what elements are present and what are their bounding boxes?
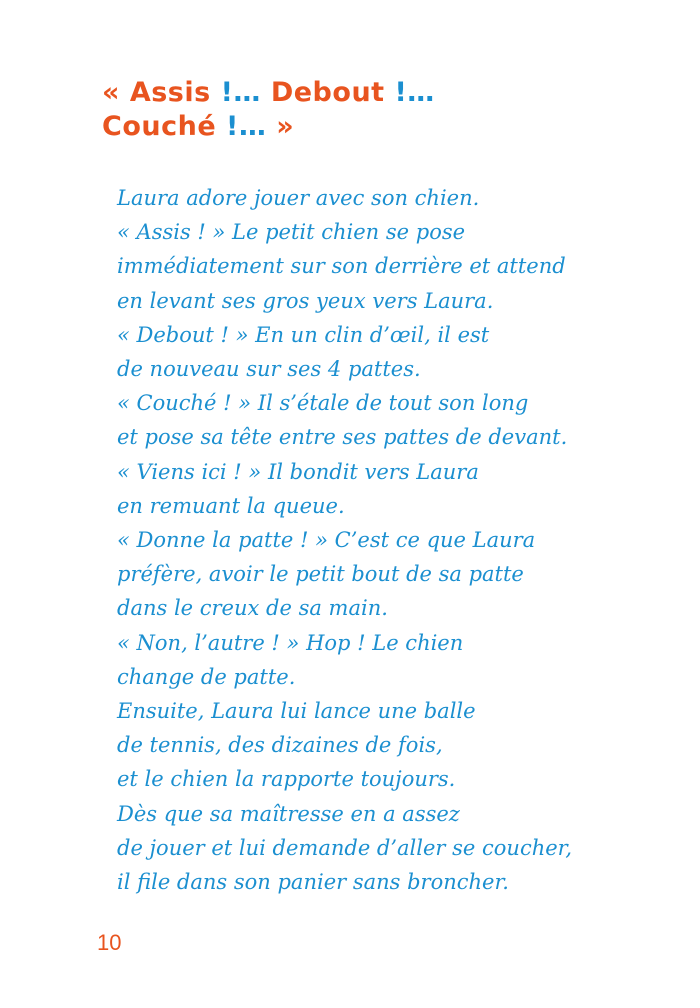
story-line: « Non, l’autre ! » Hop ! Le chien [117,630,464,655]
story-line: il file dans son panier sans broncher. [117,870,509,895]
story-line: Dès que sa maîtresse en a assez [117,801,460,826]
title-segment: Couché [102,111,227,142]
story-line: de tennis, des dizaines de fois, [117,733,443,758]
title-segment: !… [220,77,261,108]
story-line: Laura adore jouer avec son chien. [117,186,480,210]
chapter-title [102,76,435,144]
story-line: préfère, avoir le petit bout de sa patte [117,562,524,587]
story-line: en levant ses gros yeux vers Laura. [117,288,494,313]
story-line: immédiatement sur son derrière et attend [117,254,566,279]
story-line: et pose sa tête entre ses pattes de devant. [117,425,568,450]
story-line: et le chien la rapporte toujours. [117,767,456,792]
title-segment: » [266,111,295,142]
story-line: « Viens ici ! » Il bondit vers Laura [117,459,479,484]
story-line: « Assis ! » Le petit chien se pose [117,220,466,245]
title-segment: !… [394,77,435,108]
story-line: en remuant la queue. [117,493,345,518]
title-segment: « Assis [102,77,221,108]
story-line: de nouveau sur ses 4 pattes. [117,357,421,382]
page-number: 10 [97,930,122,955]
story-line: « Debout ! » En un clin d’œil, il est [117,322,490,347]
chapter-title-line-2 [102,110,435,144]
story-line: change de patte. [117,664,296,689]
story-line: Ensuite, Laura lui lance une balle [117,699,476,724]
chapter-title-line-1 [102,76,435,110]
story-line: dans le creux de sa main. [117,596,388,621]
story-line: « Donne la patte ! » C’est ce que Laura [117,528,536,553]
story-text [117,181,677,899]
title-segment: Debout [260,77,395,108]
story-line: « Couché ! » Il s’étale de tout son long [117,391,529,416]
title-segment: !… [226,111,267,142]
story-line: de jouer et lui demande d’aller se coucher, [117,835,573,860]
